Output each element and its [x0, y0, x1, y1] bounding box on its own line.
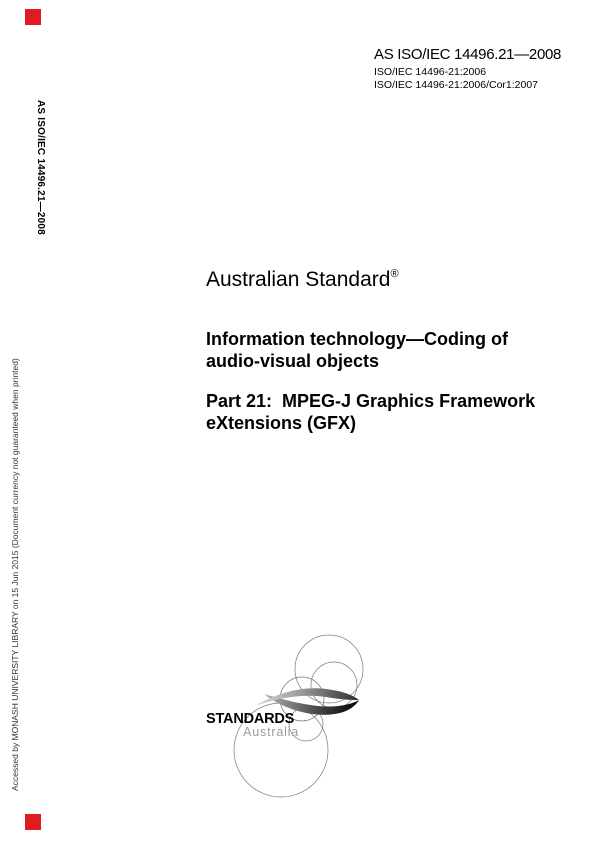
series-title-text: Australian Standard — [206, 268, 391, 291]
corner-marker-top — [25, 9, 41, 25]
series-title — [206, 261, 399, 293]
identical-standard-1: ISO/IEC 14496-21:2006 — [374, 66, 487, 78]
vertical-designation: AS ISO/IEC 14496.21—2008 — [35, 100, 46, 235]
corner-marker-bottom — [25, 814, 41, 830]
library-access-notice: Accessed by MONASH UNIVERSITY LIBRARY on 15 Jun 2015 (Document currency not guaranteed when printed) — [10, 358, 20, 791]
header-designation-block — [374, 46, 561, 91]
part-heading: Part 21: MPEG-J Graphics Framework eXtensions (GFX) — [206, 391, 536, 433]
subject-heading: Information technology—Coding of audio-visual objects — [206, 329, 508, 371]
logo-wordmark: STANDARDS — [206, 711, 295, 727]
logo-subword: Australia — [243, 725, 299, 739]
registered-trademark-symbol: ® — [390, 268, 399, 280]
identical-standard-2: ISO/IEC 14496-21:2006/Cor1:2007 — [374, 78, 539, 91]
standard-designation: AS ISO/IEC 14496.21—2008 — [374, 46, 562, 63]
